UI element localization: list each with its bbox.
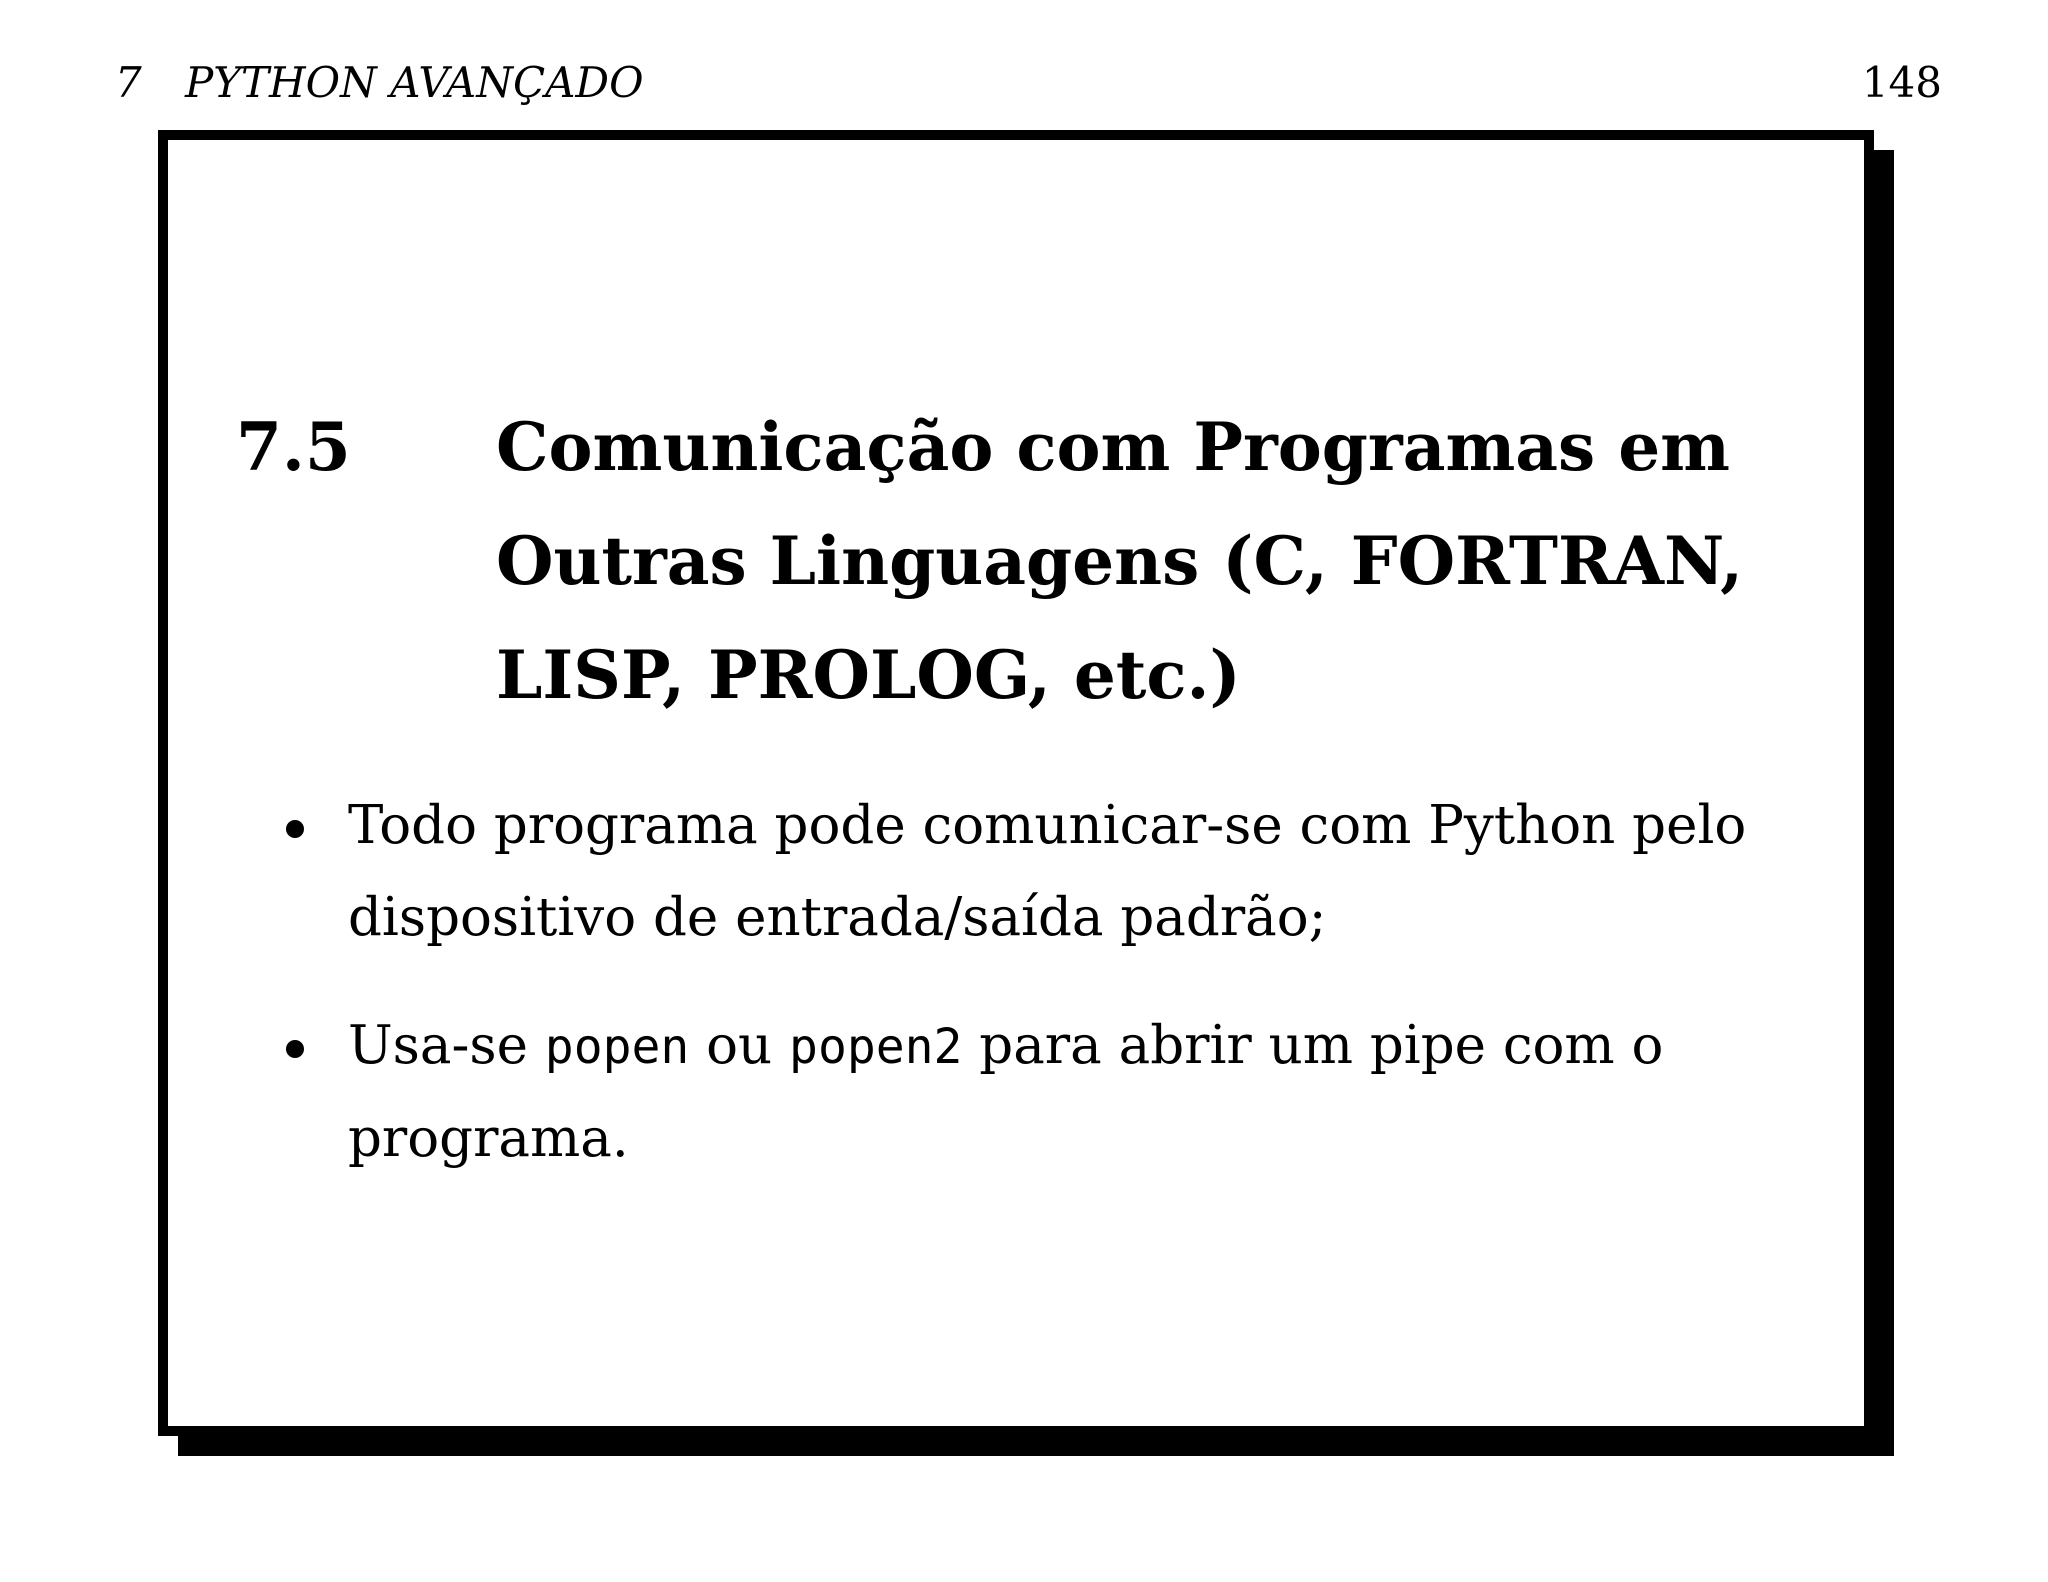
bullet-text-line: Todo programa pode comunicar-se com Python pelo — [348, 795, 1747, 856]
bullet-list — [278, 780, 1838, 1221]
code-popen: popen — [544, 1019, 690, 1075]
bullet-text-line — [348, 1000, 1838, 1093]
list-item — [278, 1000, 1838, 1185]
section-title-line: Outras Linguagens (C, FORTRAN, — [496, 522, 1744, 600]
bullet-text: para abrir um pipe com o — [962, 1015, 1664, 1076]
section-title — [496, 390, 1816, 732]
code-popen2: popen2 — [789, 1019, 963, 1075]
bullet-icon — [286, 1040, 304, 1058]
section-title-line: LISP, PROLOG, etc.) — [496, 636, 1241, 714]
slide-frame — [158, 130, 1874, 1436]
chapter-number: 7 — [115, 58, 142, 107]
section-number: 7.5 — [236, 408, 351, 486]
page-number: 148 — [1861, 58, 1942, 107]
list-item — [278, 780, 1838, 964]
bullet-text-line: dispositivo de entrada/saída padrão; — [348, 887, 1327, 948]
bullet-icon — [286, 820, 304, 838]
bullet-text: Usa-se — [348, 1015, 545, 1076]
chapter-title: PYTHON AVANÇADO — [185, 58, 644, 107]
bullet-text-line: programa. — [348, 1108, 629, 1169]
bullet-text: ou — [689, 1015, 790, 1076]
section-title-line: Comunicação com Programas em — [496, 408, 1731, 486]
running-head — [115, 58, 1942, 108]
